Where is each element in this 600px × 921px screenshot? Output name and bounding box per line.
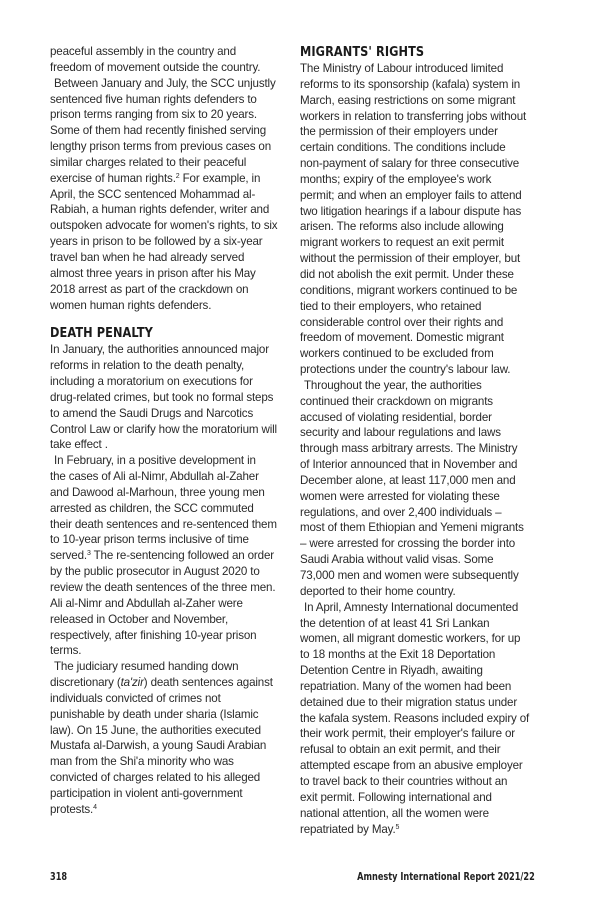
- text-line: certain conditions. The conditions include: [300, 141, 506, 155]
- death-penalty-paragraph-2: [50, 453, 290, 659]
- text-line: did not abolish the exit permit. Under these: [300, 267, 514, 281]
- text-line: exit permit. Following international and: [300, 790, 492, 804]
- text-line: individuals convicted of crimes not: [50, 691, 221, 705]
- text-line: [50, 802, 290, 818]
- text-line: and Dawood al-Marhoun, three young men: [50, 485, 265, 499]
- section-gap: [50, 313, 290, 325]
- footnote-ref-4[interactable]: 4: [93, 803, 97, 811]
- hrd-paragraph: [50, 76, 290, 314]
- page-number: 318: [50, 871, 68, 883]
- text-line: [300, 822, 550, 838]
- text-line: [50, 548, 290, 564]
- right-column: [300, 44, 550, 837]
- text-line: similar charges related to their peaceful: [50, 155, 247, 169]
- text-line: attempted escape from an abusive employer: [300, 759, 523, 773]
- text-line: Ali al-Nimr and Abdullah al-Zaher were: [50, 596, 243, 610]
- text-line: reforms to its sponsorship (kafala) system in: [300, 77, 521, 91]
- text-line: the detention of at least 41 Sri Lankan: [300, 616, 490, 630]
- text-line: Detention Centre in Riyadh, awaiting: [300, 664, 483, 678]
- text-line: national attention, all the women were: [300, 806, 489, 820]
- text-line: The judiciary resumed handing down: [54, 660, 239, 674]
- text-line: women human rights defenders.: [50, 298, 212, 312]
- death-penalty-paragraph-1: [50, 342, 290, 453]
- text-line: non-payment of salary for three consecutive: [300, 157, 520, 171]
- text-line: Saudi Arabia without valid visas. Some: [300, 553, 494, 567]
- footnote-ref-5[interactable]: 5: [395, 823, 400, 831]
- italic-term: ta'zir: [120, 676, 144, 690]
- text-line: workers continued to be excluded from: [300, 347, 494, 361]
- text-line: April, the SCC sentenced Mohammad al-: [50, 187, 256, 201]
- text-line: almost three years in prison after his May: [50, 266, 256, 280]
- text-line: to 10-year prison terms inclusive of time: [50, 533, 249, 547]
- text-line: sentenced five human rights defenders to: [50, 92, 257, 106]
- text-line: review the death sentences of the three men.: [50, 581, 276, 594]
- text-line: Rabiah, a human rights defender, writer and: [50, 203, 270, 217]
- text-line: – were arrested for crossing the border into: [300, 537, 516, 551]
- text-line: Throughout the year, the authorities: [304, 378, 482, 392]
- text-line: lengthy prison terms from previous cases on: [50, 140, 272, 154]
- text-line: regulations, and over 2,400 individuals –: [300, 505, 502, 519]
- report-title: Amnesty International Report 2021/22: [357, 871, 535, 883]
- text-line: to travel back to their countries without an: [300, 774, 508, 788]
- text-line: In February, in a positive development in: [54, 454, 256, 468]
- footnote-ref-2[interactable]: 2: [175, 172, 180, 180]
- section-heading-migrants-rights: MIGRANTS' RIGHTS: [300, 45, 425, 60]
- text-line: of Interior announced that in November and: [300, 458, 518, 472]
- text-line: The Ministry of Labour introduced limited: [300, 62, 504, 75]
- text-line: protections under the country's labour law.: [300, 363, 511, 377]
- text-line: arisen. The reforms also include allowing: [300, 220, 504, 234]
- text-span: repatriated by May.: [300, 822, 396, 836]
- section-heading-death-penalty: DEATH PENALTY: [50, 326, 153, 342]
- text-line: Between January and July, the SCC unjustly: [54, 76, 276, 90]
- intro-paragraph: [50, 44, 290, 76]
- text-line: arrested as children, the SCC commuted: [50, 501, 254, 515]
- text-line: December alone, at least 117,000 men and: [300, 473, 516, 487]
- text-line: including a moratorium on executions for: [50, 375, 253, 389]
- text-line: two litigation hearings if a labour dispute has: [300, 204, 522, 218]
- text-span: served.: [50, 549, 87, 563]
- text-line: participation in violent anti-government: [50, 786, 243, 800]
- text-line: take effect .: [50, 438, 108, 452]
- left-column: [50, 44, 290, 818]
- text-line: Mustafa al-Darwish, a young Saudi Arabian: [50, 739, 267, 753]
- text-line: 2018 arrest as part of the crackdown on: [50, 282, 249, 296]
- text-line: law). On 15 June, the authorities executed: [50, 723, 261, 737]
- text-line: security and labour regulations and laws: [300, 426, 501, 440]
- text-line: workers in relation to transferring jobs without: [300, 109, 527, 123]
- text-line: most of them Ethiopian and Yemeni migrants: [300, 521, 524, 535]
- text-span: protests.: [50, 802, 94, 816]
- text-line: to 18 months at the Exit 18 Deportation: [300, 648, 496, 662]
- text-line: reforms in relation to the death penalty,: [50, 359, 245, 373]
- text-line: drug-related crimes, but took no formal steps: [50, 390, 274, 404]
- text-line: [50, 171, 290, 187]
- text-line: their death sentences and re-sentenced them: [50, 517, 277, 531]
- text-span: exercise of human rights.: [50, 171, 176, 185]
- text-line: respectively, after finishing 10-year prison: [50, 628, 257, 642]
- text-line: accused of violating residential, border: [300, 410, 492, 424]
- text-line: the cases of Ali al-Nimr, Abdullah al-Zaher: [50, 470, 259, 484]
- migrants-paragraph-2: [300, 378, 550, 600]
- text-line: by the public prosecutor in August 2020 to: [50, 565, 260, 579]
- death-penalty-paragraph-3: [50, 659, 290, 817]
- text-line: convicted of charges related to his alleged: [50, 771, 261, 785]
- migrants-paragraph-3: [300, 600, 550, 838]
- text-line: conditions, migrant workers continued to be: [300, 283, 518, 297]
- text-line: 73,000 men and women were subsequently: [300, 569, 519, 582]
- text-line: freedom of movement. Domestic migrant: [300, 331, 504, 345]
- text-line: tied to their employers, who retained: [300, 299, 482, 313]
- text-span: ) death sentences against: [143, 676, 273, 690]
- text-line: continued their crackdown on migrants: [300, 394, 493, 408]
- text-line: freedom of movement outside the country.: [50, 60, 261, 74]
- text-line: punishable by death under sharia (Islamic: [50, 707, 259, 721]
- text-line: Some of them had recently finished serving: [50, 124, 267, 138]
- text-line: In April, Amnesty International documented: [304, 600, 519, 614]
- text-span: For example, in: [179, 171, 261, 185]
- text-span: discretionary (: [50, 676, 121, 690]
- text-line: migrant workers to request an exit permit: [300, 236, 504, 250]
- text-line: In January, the authorities announced major: [50, 343, 269, 357]
- text-line: released in October and November,: [50, 612, 229, 626]
- text-line: [50, 675, 290, 691]
- text-line: outspoken advocate for women's rights, to six: [50, 219, 278, 233]
- text-line: months; expiry of the employee's work: [300, 172, 492, 186]
- migrants-paragraph-1: [300, 61, 550, 378]
- text-line: through mass arbitrary arrests. The Ministry: [300, 442, 518, 456]
- text-line: their work permit, their employer's failure or: [300, 727, 516, 741]
- text-line: repatriation. Many of the women had been: [300, 679, 512, 693]
- text-line: Control Law or clarify how the moratorium will: [50, 422, 277, 436]
- text-line: without the permission of their employer, but: [300, 252, 521, 266]
- text-line: considerable control over their rights and: [300, 315, 504, 329]
- text-line: years in prison to be followed by a six-year: [50, 235, 263, 249]
- text-line: permit; and when an employer fails to attend: [300, 188, 522, 202]
- text-line: the permission of their employers under: [300, 125, 498, 139]
- text-span: The re-sentencing followed an order: [90, 549, 274, 563]
- text-line: detained due to their migration status under: [300, 695, 518, 709]
- text-line: March, easing restrictions on some migrant: [300, 93, 516, 107]
- text-line: refusal to obtain an exit permit, and their: [300, 743, 501, 757]
- text-line: travel ban when he had already served: [50, 250, 245, 264]
- text-line: to amend the Saudi Drugs and Narcotics: [50, 406, 254, 420]
- text-line: women, all migrant domestic workers, for up: [300, 632, 521, 646]
- text-line: peaceful assembly in the country and: [50, 45, 237, 58]
- text-line: man from the Shi'a minority who was: [50, 755, 234, 769]
- text-line: the kafala system. Reasons included expiry of: [300, 711, 530, 725]
- text-line: deported to their home country.: [300, 584, 456, 598]
- footnote-ref-3[interactable]: 3: [86, 550, 91, 558]
- text-line: women were arrested for violating these: [300, 489, 500, 503]
- text-line: terms.: [50, 644, 82, 658]
- text-line: prison terms ranging from six to 20 years.: [50, 108, 257, 122]
